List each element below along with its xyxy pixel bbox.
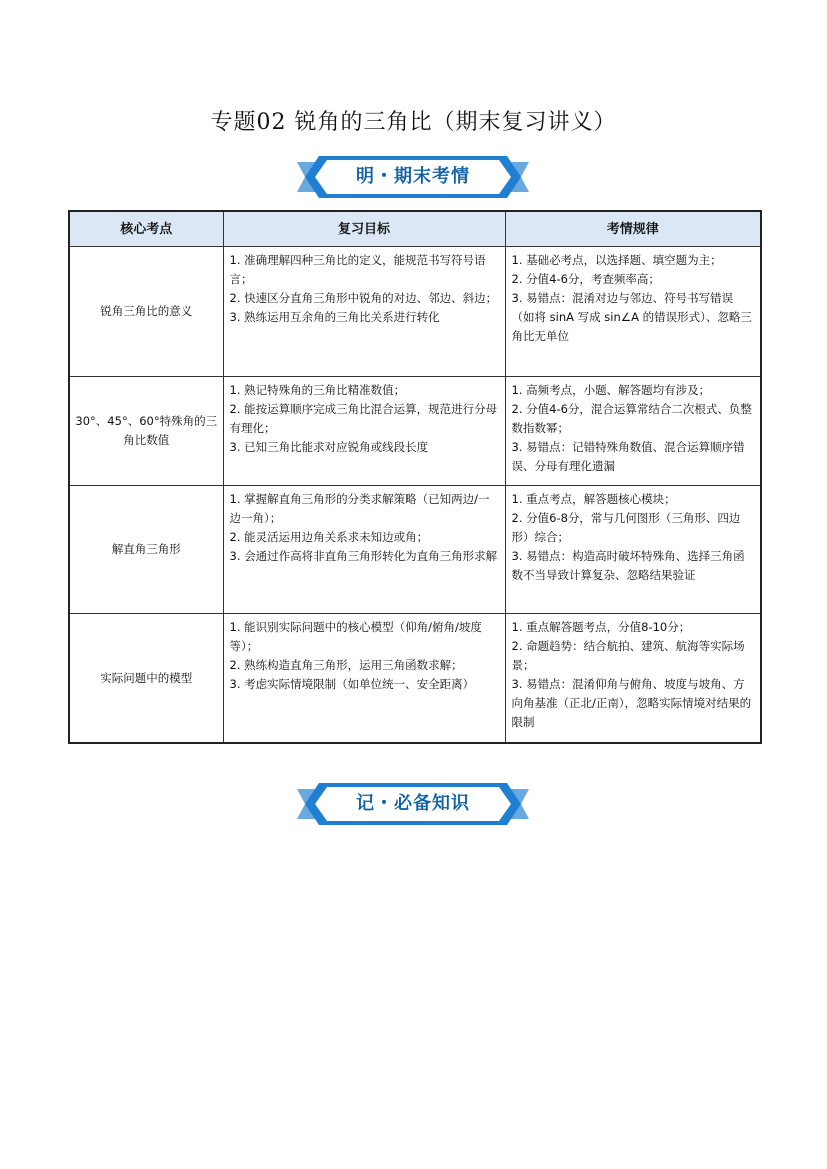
pattern-item: 2. 命题趋势：结合航拍、建筑、航海等实际场景； [511,639,745,672]
patterns-cell [505,247,761,377]
goal-item: 1. 能识别实际问题中的核心模型（仰角/俯角/坡度等）； [229,620,482,653]
topic-cell: 解直角三角形 [69,486,223,614]
topic-cell: 锐角三角比的意义 [69,247,223,377]
banner-label: 明・期末考情 [356,166,470,187]
goal-item: 1. 准确理解四种三角比的定义，能规范书写符号语言； [229,253,486,286]
patterns-cell [505,486,761,614]
goal-item: 3. 考虑实际情境限制（如单位统一、安全距离） [229,677,475,691]
goal-item: 3. 会通过作高将非直角三角形转化为直角三角形求解 [229,549,498,563]
pattern-item: 3. 易错点：混淆仰角与俯角、坡度与坡角、方向角基准（正北/正南），忽略实际情境对结果的限制 [511,677,752,729]
pattern-item: 3. 易错点：混淆对边与邻边、符号书写错误（如将 sinA 写成 sin∠A 的错误形式）、忽略三角比无单位 [511,291,752,343]
topic-cell: 实际问题中的模型 [69,614,223,744]
table-row [69,486,761,614]
patterns-cell [505,377,761,486]
goals-cell [223,247,505,377]
pattern-item: 3. 易错点：记错特殊角数值、混合运算顺序错误、分母有理化遗漏 [511,440,745,473]
pattern-item: 1. 高频考点，小题、解答题均有涉及； [511,383,711,397]
pattern-item: 1. 重点考点，解答题核心模块； [511,492,676,506]
table-header-row [69,211,761,247]
header-core-topic: 核心考点 [69,211,223,247]
patterns-cell [505,614,761,744]
banner-label: 记・必备知识 [356,793,470,814]
header-exam-pattern: 考情规律 [505,211,761,247]
header-review-goal: 复习目标 [223,211,505,247]
page-title: 专题02 锐角的三角比（期末复习讲义） [210,110,617,135]
goal-item: 3. 熟练运用互余角的三角比关系进行转化 [229,310,440,324]
table-row [69,614,761,744]
pattern-item: 2. 分值6-8分，常与几何图形（三角形、四边形）综合； [511,511,741,544]
pattern-item: 1. 重点解答题考点，分值8-10分； [511,620,691,634]
goal-item: 2. 快速区分直角三角形中锐角的对边、邻边、斜边； [229,291,498,305]
pattern-item: 1. 基础必考点，以选择题、填空题为主； [511,253,722,267]
pattern-item: 3. 易错点：构造高时破坏特殊角、选择三角函数不当导致计算复杂、忽略结果验证 [511,549,745,582]
goal-item: 2. 能按运算顺序完成三角比混合运算，规范进行分母有理化； [229,402,498,435]
table-row [69,247,761,377]
goal-item: 3. 已知三角比能求对应锐角或线段长度 [229,440,429,454]
goal-item: 1. 掌握解直角三角形的分类求解策略（已知两边/一边一角）； [229,492,490,525]
section-banner-essential-knowledge [297,783,529,825]
goals-cell [223,377,505,486]
review-plan-table [68,210,762,744]
section-banner-exam-situation [297,156,529,198]
goal-item: 1. 熟记特殊角的三角比精准数值； [229,383,406,397]
topic-cell: 30°、45°、60°特殊角的三角比数值 [69,377,223,486]
goals-cell [223,486,505,614]
goal-item: 2. 能灵活运用边角关系求未知边或角； [229,530,429,544]
goals-cell [223,614,505,744]
pattern-item: 2. 分值4-6分，混合运算常结合二次根式、负整数指数幂； [511,402,752,435]
pattern-item: 2. 分值4-6分，考查频率高； [511,272,660,286]
table-row [69,377,761,486]
goal-item: 2. 熟练构造直角三角形，运用三角函数求解； [229,658,463,672]
